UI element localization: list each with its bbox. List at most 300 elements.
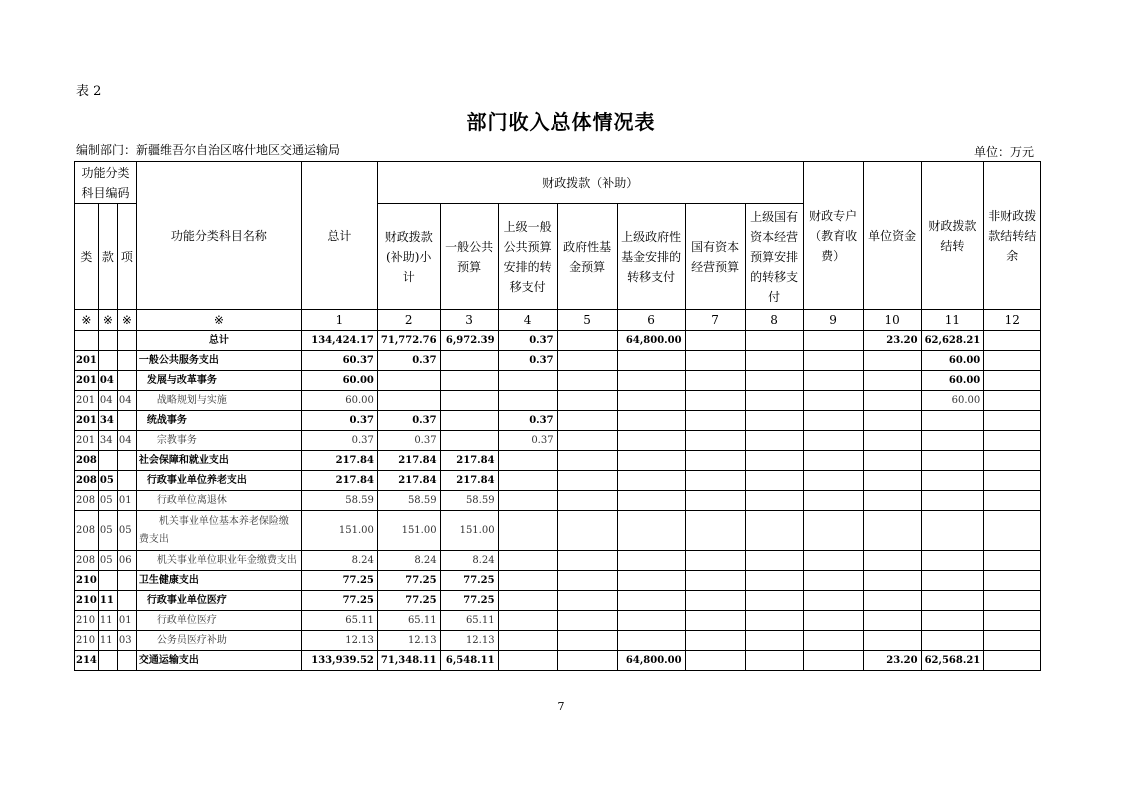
amount-cell: 60.00 <box>921 351 984 371</box>
kuan-code-cell: 05 <box>98 471 117 491</box>
xiang-code-cell <box>117 411 136 431</box>
amount-cell <box>984 431 1041 451</box>
amount-cell <box>685 651 745 671</box>
xiang-code-cell: 04 <box>117 391 136 411</box>
amount-cell <box>803 631 863 651</box>
amount-cell: 8.24 <box>377 551 440 571</box>
amount-cell <box>745 451 803 471</box>
amount-cell: 62,568.21 <box>921 651 984 671</box>
xiang-code-cell: 01 <box>117 611 136 631</box>
amount-cell <box>863 491 921 511</box>
lei-code-cell: 208 <box>75 471 99 491</box>
amount-cell <box>498 511 557 551</box>
lei-code-cell: 210 <box>75 611 99 631</box>
lei-code-cell: 201 <box>75 371 99 391</box>
amount-cell <box>984 631 1041 651</box>
amount-cell <box>685 371 745 391</box>
table-row <box>75 611 1041 631</box>
amount-cell <box>440 411 498 431</box>
lei-code-cell: 201 <box>75 391 99 411</box>
column-number-cell: ※ <box>98 310 117 331</box>
amount-cell <box>557 491 617 511</box>
amount-cell <box>498 551 557 571</box>
amount-cell <box>803 451 863 471</box>
amount-cell <box>803 571 863 591</box>
amount-cell <box>921 591 984 611</box>
lei-code-cell: 210 <box>75 571 99 591</box>
amount-cell <box>440 431 498 451</box>
column-number-cell: 8 <box>745 310 803 331</box>
subject-name-cell: 发展与改革事务 <box>136 371 301 391</box>
amount-cell <box>617 471 685 491</box>
amount-cell <box>984 571 1041 591</box>
subject-name-cell: 行政事业单位养老支出 <box>136 471 301 491</box>
xiang-code-cell <box>117 651 136 671</box>
amount-cell <box>498 591 557 611</box>
amount-cell <box>863 351 921 371</box>
kuan-code-cell: 34 <box>98 411 117 431</box>
amount-cell <box>440 351 498 371</box>
lei-code-cell: 201 <box>75 411 99 431</box>
column-number-cell: 12 <box>984 310 1041 331</box>
kuan-code-cell: 04 <box>98 391 117 411</box>
kuan-code-cell <box>98 351 117 371</box>
column-number-cell: ※ <box>136 310 301 331</box>
amount-cell <box>745 331 803 351</box>
amount-cell <box>557 411 617 431</box>
subject-name-cell: 行政单位离退休 <box>136 491 301 511</box>
amount-cell: 0.37 <box>377 411 440 431</box>
amount-cell <box>863 511 921 551</box>
amount-cell <box>685 391 745 411</box>
amount-cell <box>803 331 863 351</box>
amount-cell <box>557 471 617 491</box>
amount-cell: 60.00 <box>301 371 377 391</box>
amount-cell <box>498 471 557 491</box>
subject-name-cell: 社会保障和就业支出 <box>136 451 301 471</box>
table-row <box>75 351 1041 371</box>
amount-cell <box>803 351 863 371</box>
amount-cell: 58.59 <box>440 491 498 511</box>
amount-cell <box>984 511 1041 551</box>
lei-code-cell: 208 <box>75 511 99 551</box>
amount-cell: 60.00 <box>301 391 377 411</box>
table-row <box>75 511 1041 551</box>
table-row <box>75 371 1041 391</box>
amount-cell <box>557 611 617 631</box>
lei-code-cell: 201 <box>75 351 99 371</box>
amount-cell <box>557 591 617 611</box>
column-number-cell: 1 <box>301 310 377 331</box>
amount-cell: 12.13 <box>377 631 440 651</box>
lei-code-cell: 210 <box>75 591 99 611</box>
amount-cell <box>921 631 984 651</box>
amount-cell <box>984 591 1041 611</box>
amount-cell <box>745 411 803 431</box>
org-label: 编制部门：新疆维吾尔自治区喀什地区交通运输局 <box>76 143 341 157</box>
amount-cell: 77.25 <box>301 591 377 611</box>
amount-cell <box>803 411 863 431</box>
amount-cell <box>921 611 984 631</box>
amount-cell <box>557 451 617 471</box>
amount-cell <box>685 511 745 551</box>
amount-cell: 77.25 <box>377 571 440 591</box>
xiang-code-cell: 01 <box>117 491 136 511</box>
amount-cell <box>984 651 1041 671</box>
amount-cell <box>921 511 984 551</box>
subject-name-cell: 总计 <box>136 331 301 351</box>
subject-name-cell: 战略规划与实施 <box>136 391 301 411</box>
xiang-code-cell <box>117 471 136 491</box>
xiang-code-cell: 03 <box>117 631 136 651</box>
table-row <box>75 451 1041 471</box>
column-number-cell: 10 <box>863 310 921 331</box>
amount-cell: 151.00 <box>377 511 440 551</box>
amount-cell: 6,548.11 <box>440 651 498 671</box>
amount-cell: 151.00 <box>301 511 377 551</box>
amount-cell: 217.84 <box>377 471 440 491</box>
amount-cell: 77.25 <box>377 591 440 611</box>
amount-cell <box>557 631 617 651</box>
amount-cell <box>803 611 863 631</box>
amount-cell <box>685 571 745 591</box>
amount-cell <box>685 591 745 611</box>
amount-cell <box>557 331 617 351</box>
xiang-header: 项 <box>117 204 136 310</box>
xiang-code-cell: 06 <box>117 551 136 571</box>
amount-cell: 217.84 <box>301 451 377 471</box>
func-code-header: 功能分类科目编码 <box>75 162 137 204</box>
amount-cell <box>617 451 685 471</box>
amount-cell <box>863 591 921 611</box>
amount-cell <box>498 391 557 411</box>
amount-cell: 71,348.11 <box>377 651 440 671</box>
amount-cell <box>557 511 617 551</box>
nonfiscal-carryover-header: 非财政拨款结转结余 <box>984 162 1041 310</box>
amount-cell <box>984 471 1041 491</box>
amount-cell: 0.37 <box>498 351 557 371</box>
amount-cell <box>921 411 984 431</box>
amount-cell <box>745 571 803 591</box>
amount-cell <box>803 371 863 391</box>
amount-cell <box>685 471 745 491</box>
amount-cell <box>745 471 803 491</box>
xiang-code-cell <box>117 451 136 471</box>
xiang-code-cell <box>117 371 136 391</box>
table-label: 表 2 <box>76 84 102 99</box>
column-number-cell: 4 <box>498 310 557 331</box>
amount-cell <box>984 331 1041 351</box>
amount-cell <box>685 631 745 651</box>
amount-cell: 6,972.39 <box>440 331 498 351</box>
amount-cell <box>617 431 685 451</box>
amount-cell: 217.84 <box>377 451 440 471</box>
amount-cell <box>557 371 617 391</box>
subject-name-cell: 行政单位医疗 <box>136 611 301 631</box>
lei-header: 类 <box>75 204 99 310</box>
amount-cell <box>557 391 617 411</box>
amount-cell <box>617 391 685 411</box>
amount-cell: 62,628.21 <box>921 331 984 351</box>
amount-cell <box>440 371 498 391</box>
table-row <box>75 331 1041 351</box>
kuan-code-cell: 05 <box>98 491 117 511</box>
amount-cell <box>685 551 745 571</box>
lei-code-cell: 214 <box>75 651 99 671</box>
column-number-cell: 3 <box>440 310 498 331</box>
amount-cell <box>863 571 921 591</box>
amount-cell <box>921 551 984 571</box>
state-capital-header: 国有资本经营预算 <box>685 204 745 310</box>
column-number-cell: 5 <box>557 310 617 331</box>
amount-cell <box>685 431 745 451</box>
amount-cell: 0.37 <box>377 431 440 451</box>
table-row <box>75 571 1041 591</box>
fiscal-group-header: 财政拨款（补助） <box>377 162 803 204</box>
special-fund-header: 财政专户（教育收费） <box>803 162 863 310</box>
transfer-fund-header: 上级政府性基金安排的转移支付 <box>617 204 685 310</box>
amount-cell <box>557 431 617 451</box>
amount-cell <box>745 611 803 631</box>
amount-cell <box>617 591 685 611</box>
amount-cell <box>984 451 1041 471</box>
amount-cell <box>685 491 745 511</box>
subject-name-cell: 公务员医疗补助 <box>136 631 301 651</box>
amount-cell: 23.20 <box>863 331 921 351</box>
amount-cell: 12.13 <box>301 631 377 651</box>
amount-cell <box>803 551 863 571</box>
fiscal-subtotal-header: 财政拨款(补助)小计 <box>377 204 440 310</box>
amount-cell: 58.59 <box>301 491 377 511</box>
subject-name-cell: 统战事务 <box>136 411 301 431</box>
amount-cell <box>863 611 921 631</box>
lei-code-cell: 208 <box>75 451 99 471</box>
page-number: 7 <box>557 700 565 713</box>
amount-cell: 60.00 <box>921 371 984 391</box>
amount-cell: 60.37 <box>301 351 377 371</box>
amount-cell <box>498 491 557 511</box>
amount-cell <box>863 631 921 651</box>
amount-cell <box>377 391 440 411</box>
income-table <box>74 161 1041 671</box>
func-name-header: 功能分类科目名称 <box>136 162 301 310</box>
amount-cell: 217.84 <box>440 471 498 491</box>
amount-cell: 77.25 <box>301 571 377 591</box>
amount-cell <box>803 471 863 491</box>
amount-cell <box>863 371 921 391</box>
amount-cell: 133,939.52 <box>301 651 377 671</box>
general-budget-header: 一般公共预算 <box>440 204 498 310</box>
amount-cell <box>685 351 745 371</box>
amount-cell <box>498 611 557 631</box>
amount-cell: 65.11 <box>301 611 377 631</box>
amount-cell <box>921 471 984 491</box>
amount-cell <box>984 491 1041 511</box>
subject-name-cell: 交通运输支出 <box>136 651 301 671</box>
amount-cell: 65.11 <box>377 611 440 631</box>
amount-cell <box>863 431 921 451</box>
xiang-code-cell <box>117 331 136 351</box>
amount-cell <box>921 571 984 591</box>
table-row <box>75 471 1041 491</box>
lei-code-cell <box>75 331 99 351</box>
column-number-cell: ※ <box>117 310 136 331</box>
amount-cell <box>557 351 617 371</box>
amount-cell <box>745 511 803 551</box>
amount-cell <box>440 391 498 411</box>
subject-name-cell: 宗教事务 <box>136 431 301 451</box>
amount-cell <box>617 511 685 551</box>
table-row <box>75 391 1041 411</box>
amount-cell: 8.24 <box>440 551 498 571</box>
column-number-cell: 11 <box>921 310 984 331</box>
kuan-header: 款 <box>98 204 117 310</box>
amount-cell: 12.13 <box>440 631 498 651</box>
amount-cell <box>745 491 803 511</box>
xiang-code-cell <box>117 571 136 591</box>
subject-name-cell: 一般公共服务支出 <box>136 351 301 371</box>
amount-cell: 71,772.76 <box>377 331 440 351</box>
amount-cell <box>803 391 863 411</box>
kuan-code-cell <box>98 331 117 351</box>
amount-cell <box>863 411 921 431</box>
amount-cell <box>745 371 803 391</box>
amount-cell <box>803 511 863 551</box>
kuan-code-cell: 11 <box>98 591 117 611</box>
amount-cell <box>617 571 685 591</box>
kuan-code-cell: 05 <box>98 551 117 571</box>
transfer-general-header: 上级一般公共预算安排的转移支付 <box>498 204 557 310</box>
table-row <box>75 551 1041 571</box>
gov-fund-header: 政府性基金预算 <box>557 204 617 310</box>
amount-cell: 0.37 <box>498 331 557 351</box>
amount-cell: 0.37 <box>301 411 377 431</box>
amount-cell <box>685 611 745 631</box>
amount-cell: 217.84 <box>440 451 498 471</box>
xiang-code-cell: 05 <box>117 511 136 551</box>
amount-cell <box>498 451 557 471</box>
transfer-state-capital-header: 上级国有资本经营预算安排的转移支付 <box>745 204 803 310</box>
amount-cell <box>498 371 557 391</box>
amount-cell <box>617 491 685 511</box>
lei-code-cell: 208 <box>75 551 99 571</box>
amount-cell <box>617 351 685 371</box>
total-header: 总计 <box>301 162 377 310</box>
amount-cell: 134,424.17 <box>301 331 377 351</box>
table-row <box>75 651 1041 671</box>
kuan-code-cell <box>98 651 117 671</box>
amount-cell <box>617 631 685 651</box>
amount-cell <box>745 631 803 651</box>
amount-cell <box>498 571 557 591</box>
amount-cell: 0.37 <box>301 431 377 451</box>
subject-name-cell: 行政事业单位医疗 <box>136 591 301 611</box>
column-number-cell: 9 <box>803 310 863 331</box>
amount-cell <box>498 631 557 651</box>
amount-cell: 58.59 <box>377 491 440 511</box>
xiang-code-cell <box>117 351 136 371</box>
amount-cell: 77.25 <box>440 591 498 611</box>
column-number-cell: 2 <box>377 310 440 331</box>
amount-cell <box>557 651 617 671</box>
amount-cell <box>984 351 1041 371</box>
kuan-code-cell: 04 <box>98 371 117 391</box>
amount-cell <box>745 431 803 451</box>
page-title: 部门收入总体情况表 <box>466 110 656 134</box>
amount-cell <box>984 551 1041 571</box>
amount-cell <box>617 551 685 571</box>
amount-cell <box>498 651 557 671</box>
kuan-code-cell: 11 <box>98 631 117 651</box>
table-row <box>75 431 1041 451</box>
amount-cell <box>984 391 1041 411</box>
amount-cell <box>984 411 1041 431</box>
amount-cell <box>557 551 617 571</box>
subject-name-cell: 机关事业单位职业年金缴费支出 <box>136 551 301 571</box>
kuan-code-cell: 34 <box>98 431 117 451</box>
unit-fund-header: 单位资金 <box>863 162 921 310</box>
amount-cell <box>557 571 617 591</box>
column-number-cell: 6 <box>617 310 685 331</box>
subject-name-cell: 卫生健康支出 <box>136 571 301 591</box>
column-number-cell: 7 <box>685 310 745 331</box>
amount-cell <box>745 391 803 411</box>
amount-cell <box>863 451 921 471</box>
amount-cell <box>617 411 685 431</box>
amount-cell <box>803 651 863 671</box>
amount-cell <box>863 551 921 571</box>
amount-cell <box>984 371 1041 391</box>
fiscal-carryover-header: 财政拨款结转 <box>921 162 984 310</box>
lei-code-cell: 201 <box>75 431 99 451</box>
amount-cell <box>921 491 984 511</box>
table-row <box>75 411 1041 431</box>
amount-cell <box>745 651 803 671</box>
column-number-cell: ※ <box>75 310 99 331</box>
amount-cell: 217.84 <box>301 471 377 491</box>
amount-cell <box>685 451 745 471</box>
amount-cell <box>745 551 803 571</box>
lei-code-cell: 210 <box>75 631 99 651</box>
amount-cell <box>617 611 685 631</box>
amount-cell: 64,800.00 <box>617 331 685 351</box>
kuan-code-cell: 05 <box>98 511 117 551</box>
amount-cell: 0.37 <box>498 431 557 451</box>
lei-code-cell: 208 <box>75 491 99 511</box>
amount-cell <box>685 331 745 351</box>
amount-cell: 23.20 <box>863 651 921 671</box>
kuan-code-cell <box>98 571 117 591</box>
amount-cell <box>803 431 863 451</box>
amount-cell: 77.25 <box>440 571 498 591</box>
amount-cell <box>617 371 685 391</box>
amount-cell <box>803 491 863 511</box>
amount-cell <box>377 371 440 391</box>
kuan-code-cell: 11 <box>98 611 117 631</box>
amount-cell: 0.37 <box>498 411 557 431</box>
amount-cell: 65.11 <box>440 611 498 631</box>
xiang-code-cell <box>117 591 136 611</box>
subject-name-cell: 机关事业单位基本养老保险缴费支出 <box>136 511 301 551</box>
kuan-code-cell <box>98 451 117 471</box>
amount-cell: 0.37 <box>377 351 440 371</box>
amount-cell <box>803 591 863 611</box>
amount-cell <box>863 391 921 411</box>
table-row <box>75 491 1041 511</box>
amount-cell <box>921 431 984 451</box>
amount-cell: 8.24 <box>301 551 377 571</box>
amount-cell <box>984 611 1041 631</box>
